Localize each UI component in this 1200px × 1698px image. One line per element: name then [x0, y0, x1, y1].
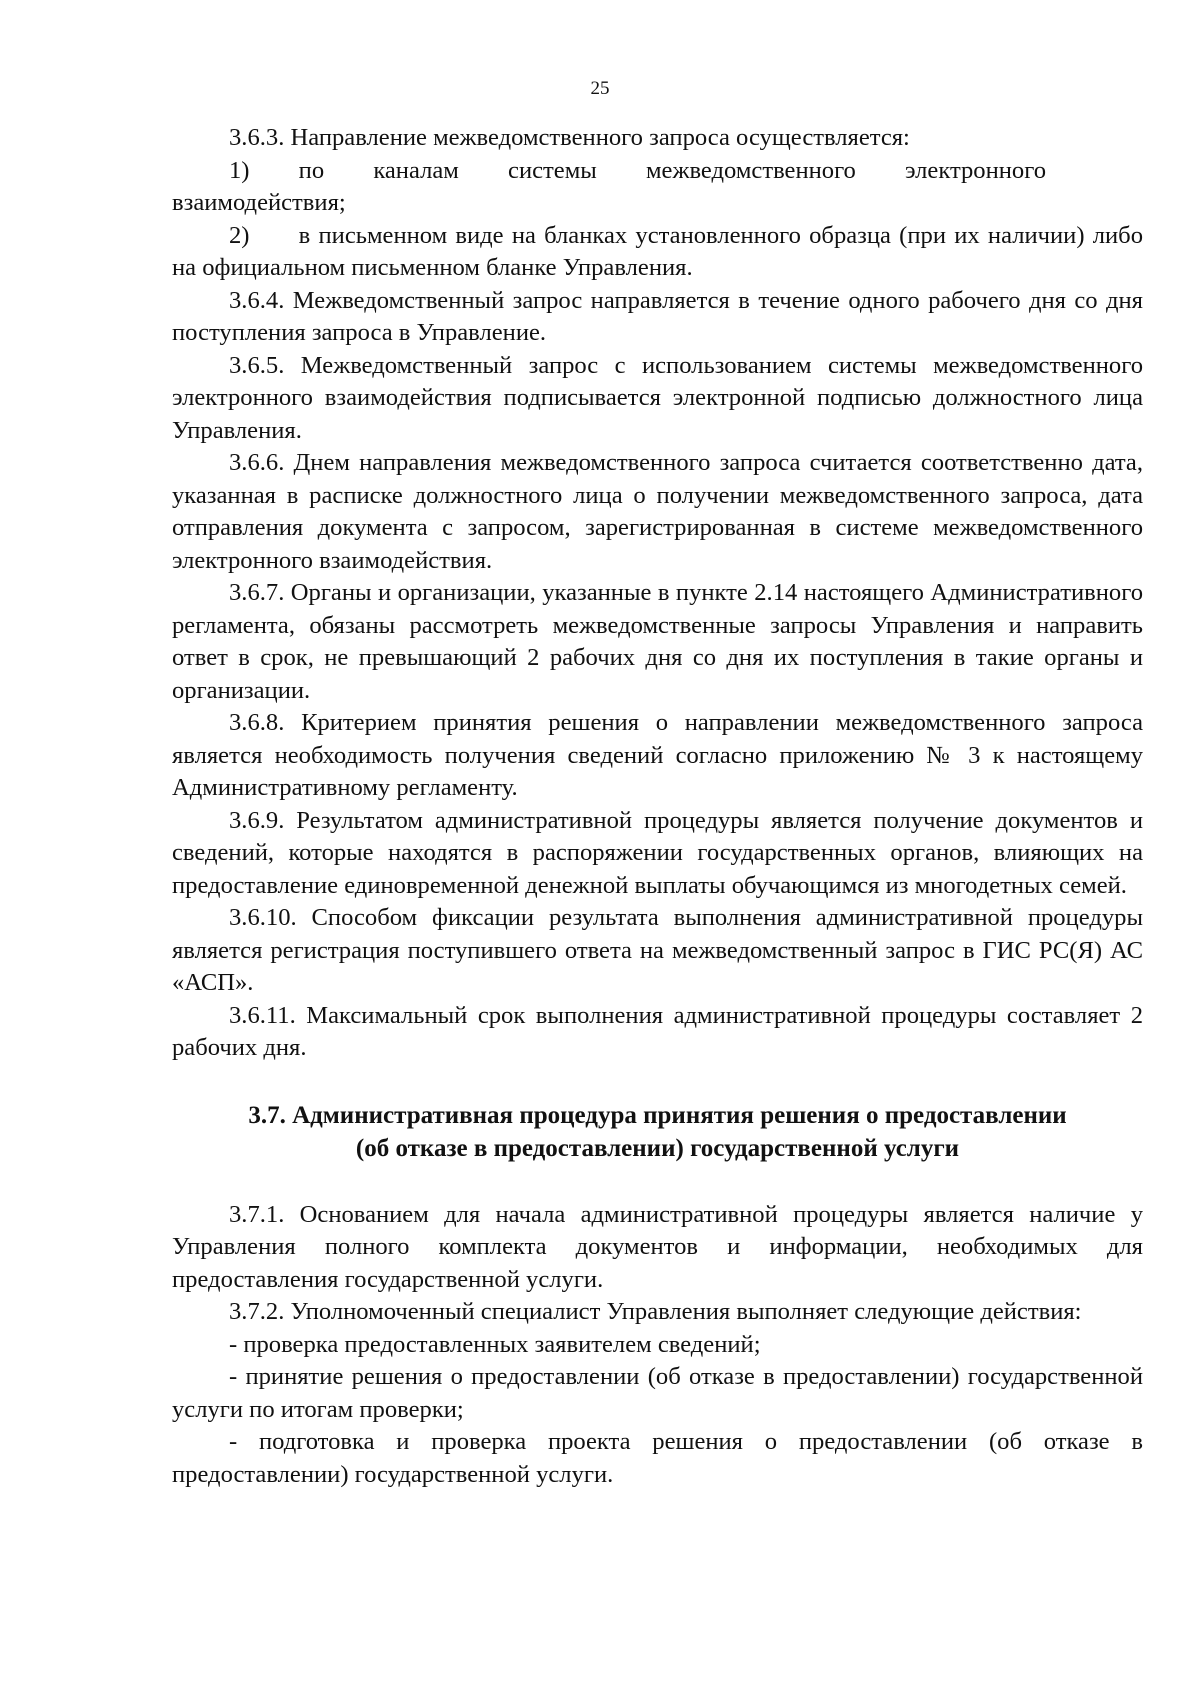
- list-item-1: 1) по каналам системы межведомственного электронного взаимодействия;: [172, 156, 1046, 216]
- dash-item-decision: - принятие решения о предоставлении (об отказе в предоставлении) государственной услуги по итогам проверки;: [172, 1363, 1143, 1423]
- section-heading-line-1: 3.7. Административная процедура принятия решения о предоставлении: [248, 1101, 1067, 1129]
- dash-item-draft-preparation: - подготовка и проверка проекта решения о предоставлении (об отказе в предоставлении) государственной услуги.: [172, 1428, 1143, 1488]
- dash-item-verification: - проверка предоставленных заявителем сведений;: [229, 1330, 761, 1358]
- paragraph-3-6-3: 3.6.3. Направление межведомственного запроса осуществляется:: [229, 124, 910, 151]
- paragraph-3-7-1: 3.7.1. Основанием для начала административной процедуры является наличие у Управления полного комплекта документов и информации, необходимых для предоставления государственной услуги.: [172, 1200, 1143, 1293]
- paragraph-3-6-10: 3.6.10. Способом фиксации результата выполнения административной процедуры является регистрация поступившего ответа на межведомственный запрос в ГИС РС(Я) АС «АСП».: [172, 904, 1143, 996]
- paragraph-3-6-11: 3.6.11. Максимальный срок выполнения административной процедуры составляет 2 рабочих дня.: [172, 1001, 1143, 1061]
- section-heading-line-2: (об отказе в предоставлении) государственной услуги: [355, 1134, 960, 1162]
- paragraph-3-6-4: 3.6.4. Межведомственный запрос направляется в течение одного рабочего дня со дня поступления запроса в Управление.: [172, 286, 1143, 346]
- page-number: 25: [590, 78, 610, 99]
- paragraph-3-6-7: 3.6.7. Органы и организации, указанные в пункте 2.14 настоящего Административного регламента, обязаны рассмотреть межведомственные запросы Управления и направить ответ в срок, не превышающий 2 рабочих дня со дня их поступления в такие органы и организации.: [172, 579, 1143, 704]
- list-item-2: 2) в письменном виде на бланках установленного образца (при их наличии) либо на официальном письменном бланке Управления.: [172, 221, 1143, 281]
- document-body: [172, 122, 1143, 1491]
- paragraph-3-6-5: 3.6.5. Межведомственный запрос с использованием системы межведомственного электронного взаимодействия подписывается электронной подписью должностного лица Управления.: [172, 351, 1143, 444]
- section-heading-3-7: [172, 1099, 1143, 1165]
- paragraph-3-6-6: 3.6.6. Днем направления межведомственного запроса считается соответственно дата, указанная в расписке должностного лица о получении межведомственного запроса, дата отправления документа с запросом, зарегистрированная в системе межведомственного электронного взаимодействия.: [172, 449, 1143, 574]
- paragraph-3-6-9: 3.6.9. Результатом административной процедуры является получение документов и сведений, которые находятся в распоряжении государственных органов, влияющих на предоставление единовременной денежной выплаты обучающимся из многодетных семей.: [172, 806, 1143, 899]
- paragraph-3-7-2: 3.7.2. Уполномоченный специалист Управления выполняет следующие действия:: [229, 1298, 1082, 1325]
- paragraph-3-6-8: 3.6.8. Критерием принятия решения о направлении межведомственного запроса является необходимость получения сведений согласно приложению № 3 к настоящему Административному регламенту.: [172, 709, 1143, 801]
